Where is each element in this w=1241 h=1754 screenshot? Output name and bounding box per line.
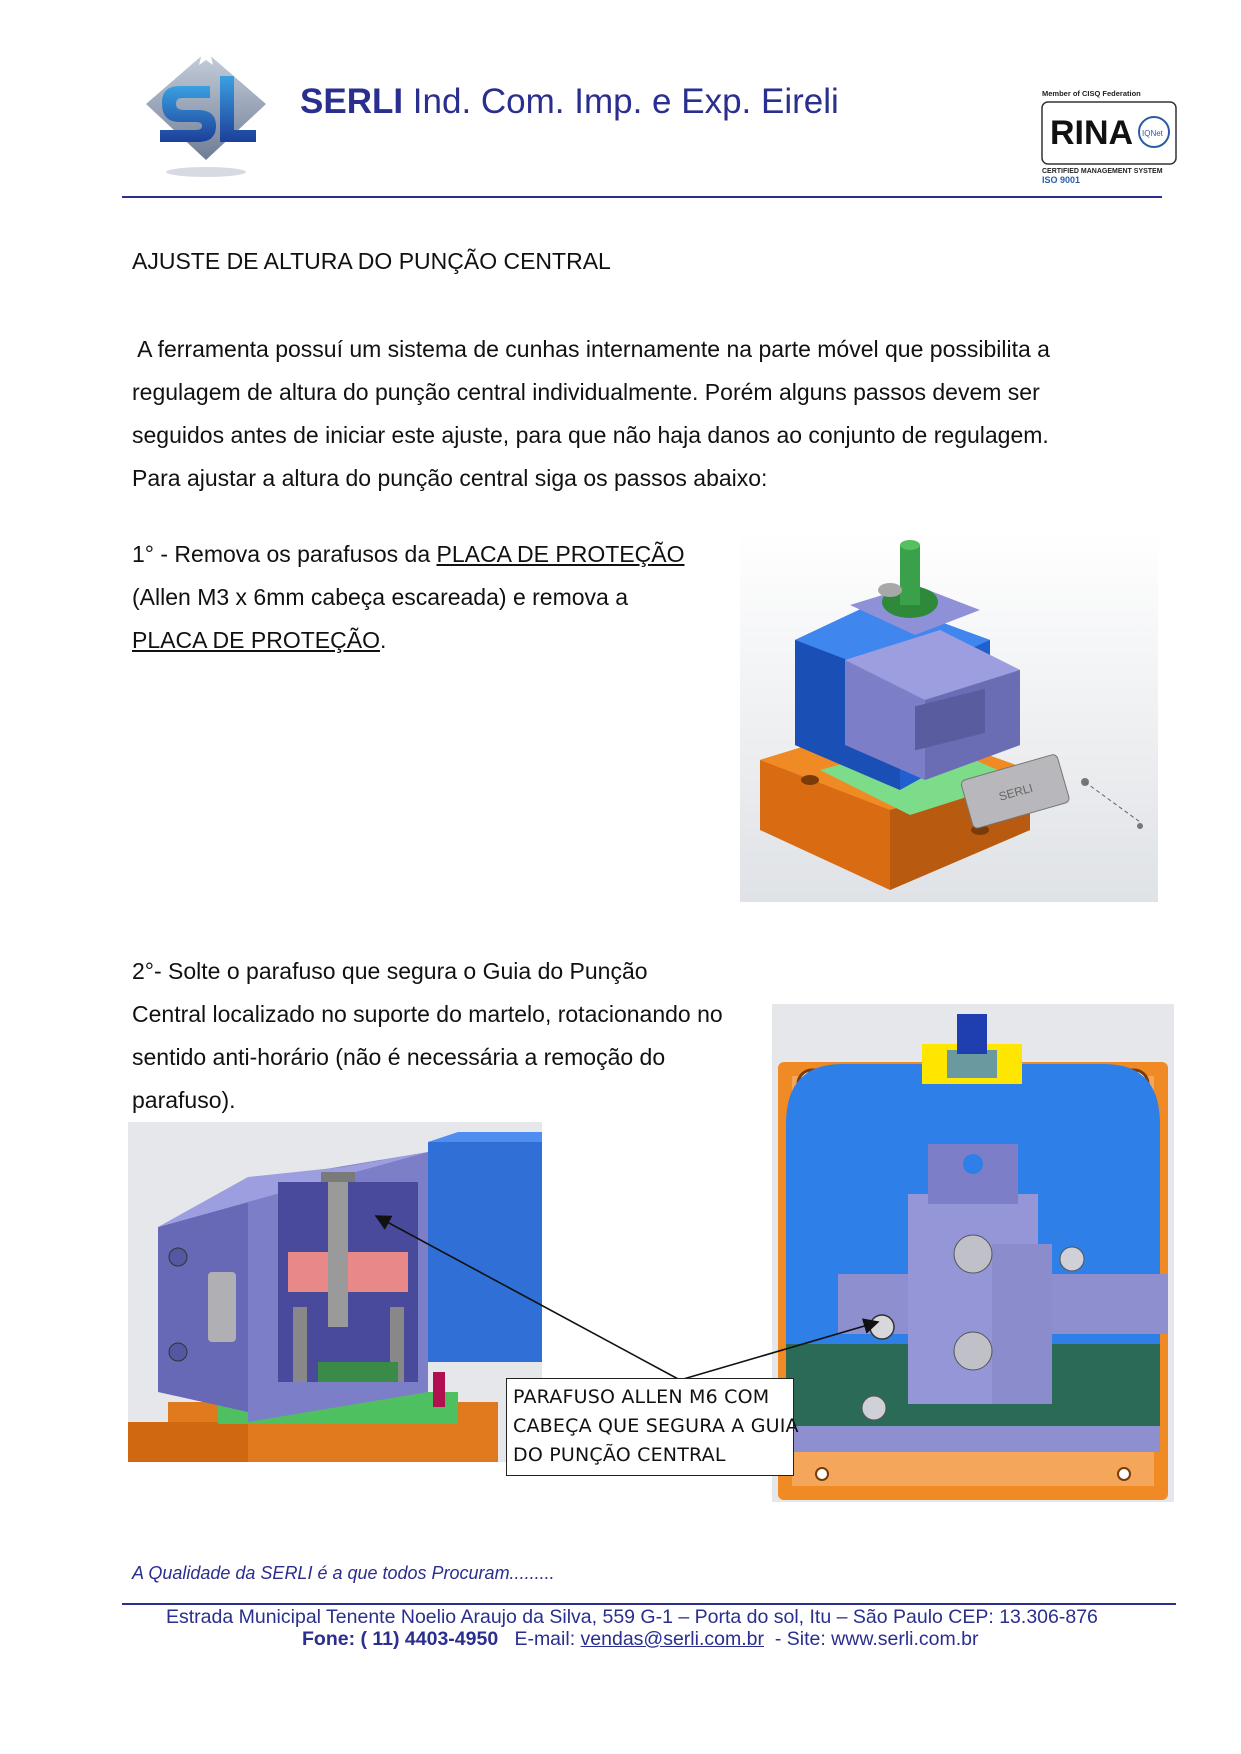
cert-top-text: Member of CISQ Federation: [1042, 89, 1141, 98]
footer-phone: Fone: ( 11) 4403-4950: [302, 1628, 499, 1650]
step1-prefix: 1° - Remova os parafusos da: [132, 541, 437, 567]
step2-line: parafuso).: [132, 1087, 236, 1113]
step1-link-protection-plate-2: PLACA DE PROTEÇÃO: [132, 627, 380, 653]
step1-line2: (Allen M3 x 6mm cabeça escareada) e remova a: [132, 584, 628, 610]
cert-line1: CERTIFIED MANAGEMENT SYSTEM: [1042, 168, 1163, 175]
cert-brand: RINA: [1050, 114, 1134, 152]
footer-site: - Site: www.serli.com.br: [763, 1628, 979, 1650]
screw-callout-box: [506, 1378, 799, 1476]
footer-slogan: A Qualidade da SERLI é a que todos Procuram.........: [132, 1563, 555, 1583]
cert-line2: ISO 9001: [1042, 175, 1081, 184]
callout-line: DO PUNÇÃO CENTRAL: [513, 1444, 726, 1466]
callout-line: CABEÇA QUE SEGURA A GUIA: [513, 1415, 799, 1437]
intro-line: seguidos antes de iniciar este ajuste, para que não haja danos ao conjunto de regulagem.: [132, 422, 1049, 448]
callout-line: PARAFUSO ALLEN M6 COM: [513, 1386, 770, 1408]
arrow-to-section-screw: [376, 1216, 680, 1380]
step2-line: sentido anti-horário (não é necessária a remoção do: [132, 1044, 666, 1070]
intro-line: Para ajustar a altura do punção central siga os passos abaixo:: [132, 465, 768, 491]
step2-line: 2°- Solte o parafuso que segura o Guia do Punção: [132, 958, 648, 984]
intro-line: regulagem de altura do punção central individualmente. Porém alguns passos devem ser: [132, 379, 1040, 405]
cert-badge: IQNet: [1142, 129, 1163, 138]
footer-email-label: E-mail:: [498, 1628, 581, 1650]
footer-email-link[interactable]: vendas@serli.com.br: [580, 1628, 764, 1650]
arrow-to-top-screw: [680, 1322, 878, 1380]
footer-address: Estrada Municipal Tenente Noelio Araujo da Silva, 559 G-1 – Porta do sol, Itu – São Paulo CEP: 13.306-876: [166, 1606, 1098, 1628]
step1-suffix: .: [379, 627, 387, 653]
footer-contact: [302, 1628, 979, 1651]
page-title: AJUSTE DE ALTURA DO PUNÇÃO CENTRAL: [132, 248, 611, 274]
company-description: Ind. Com. Imp. e Exp. Eireli: [403, 82, 839, 121]
plate-label: SERLI: [997, 780, 1035, 804]
intro-line: A ferramenta possuí um sistema de cunhas internamente na parte móvel que possibilita a: [132, 336, 1050, 362]
company-brand: SERLI: [300, 82, 404, 121]
step1-link-protection-plate: PLACA DE PROTEÇÃO: [436, 541, 685, 567]
footer-divider: [122, 1603, 1176, 1605]
step2-line: Central localizado no suporte do martelo, rotacionando no: [132, 1001, 723, 1027]
